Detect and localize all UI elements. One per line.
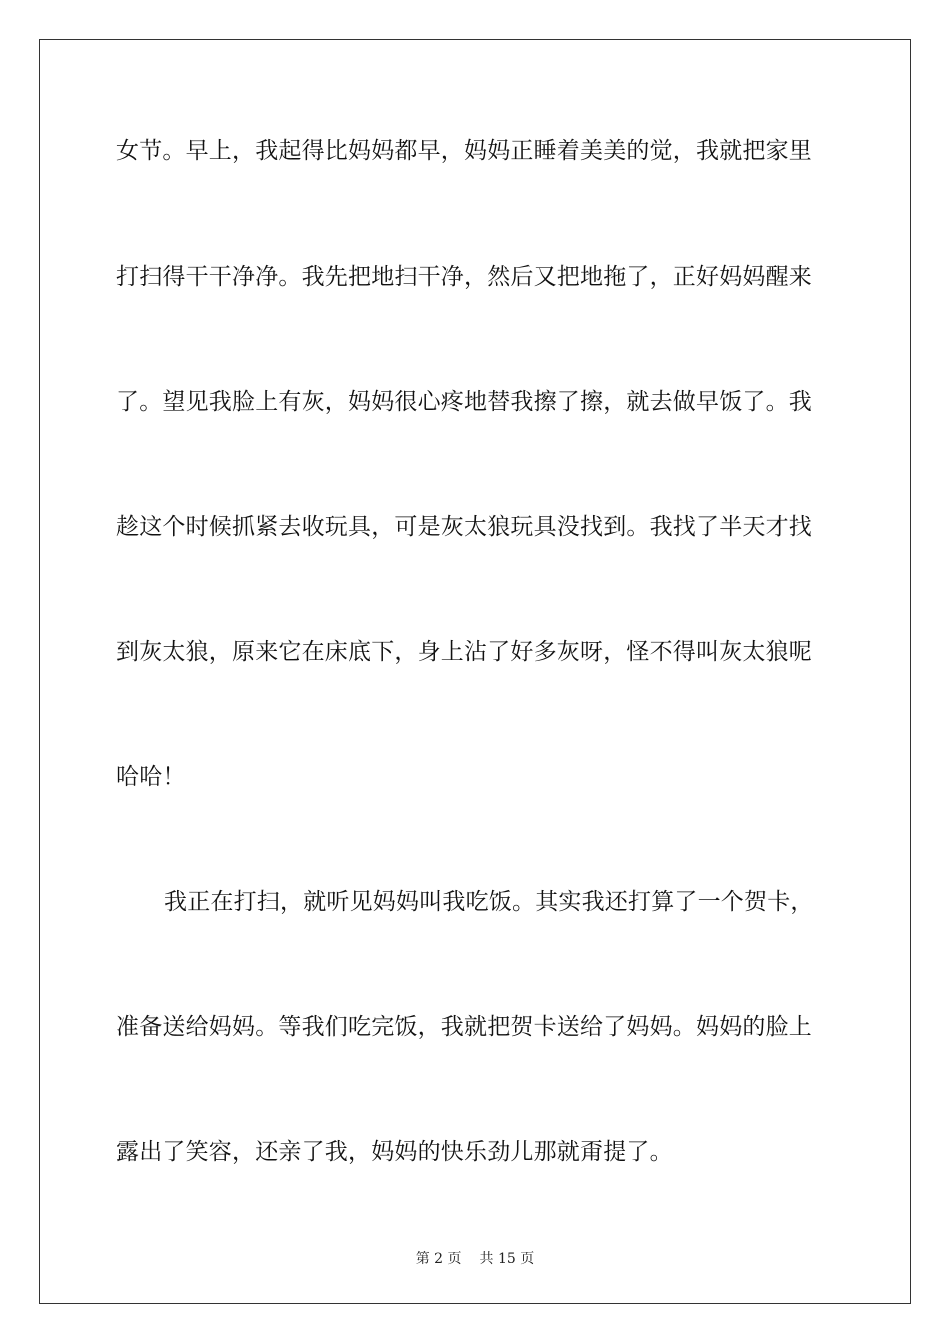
paragraph-line-3: 了。望见我脸上有灰，妈妈很心疼地替我擦了擦，就去做早饭了。我	[116, 389, 812, 415]
page-number: 第 2 页	[415, 1251, 462, 1267]
paragraph-line-9: 露出了笑容，还亲了我，妈妈的快乐劲儿那就甭提了。	[116, 1139, 673, 1165]
paragraph-line-7: 我正在打扫，就听见妈妈叫我吃饭。其实我还打算了一个贺卡，	[164, 889, 814, 915]
page-border	[39, 39, 911, 1304]
paragraph-line-4: 趁这个时候抓紧去收玩具，可是灰太狼玩具没找到。我找了半天才找	[116, 514, 812, 540]
paragraph-line-6: 哈哈！	[116, 764, 186, 790]
page-total: 共 15 页	[479, 1251, 535, 1267]
paragraph-line-1: 女节。早上，我起得比妈妈都早，妈妈正睡着美美的觉，我就把家里	[116, 138, 812, 164]
paragraph-line-8: 准备送给妈妈。等我们吃完饭，我就把贺卡送给了妈妈。妈妈的脸上	[116, 1014, 812, 1040]
paragraph-line-2: 打扫得干干净净。我先把地扫干净，然后又把地拖了，正好妈妈醒来	[116, 264, 812, 290]
page-footer	[0, 1248, 950, 1268]
paragraph-line-5: 到灰太狼，原来它在床底下，身上沾了好多灰呀，怪不得叫灰太狼呢	[116, 639, 812, 665]
